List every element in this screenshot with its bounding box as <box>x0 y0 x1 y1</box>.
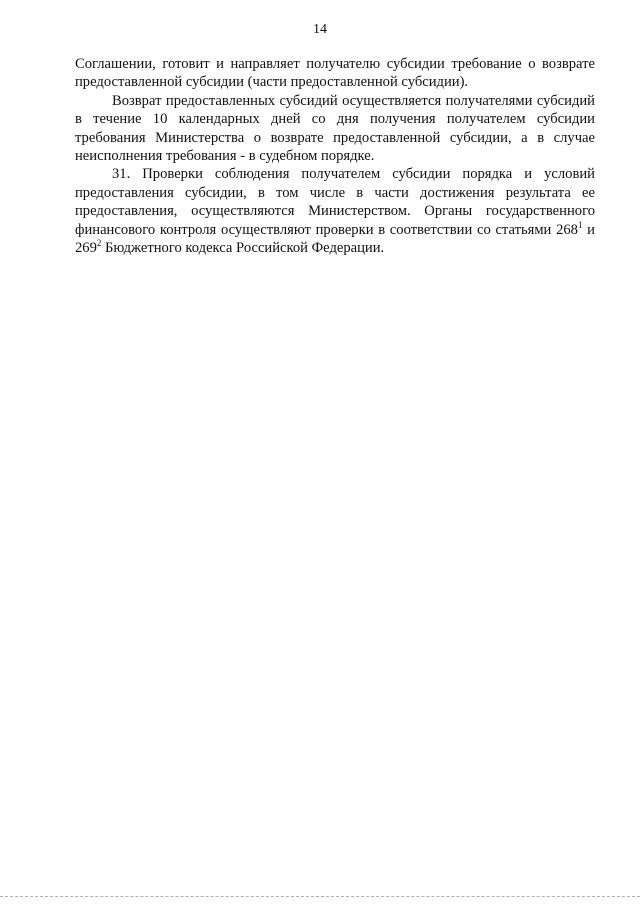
paragraph-continuation: Соглашении, готовит и направляет получателю субсидии требование о возврате предоставленной субсидии (части предоставленной субсидии). <box>75 56 595 91</box>
page-number: 14 <box>313 22 327 37</box>
paragraph-return-of-subsidy: Возврат предоставленных субсидий осуществляется получателями субсидий в течение 10 календарных дней со дня получения получателем субсидии требования Министерства о возврате предоставленной субсидии, а в случае неисполнения требования - в судебном порядке. <box>75 92 595 165</box>
scan-bottom-edge-line <box>0 896 640 897</box>
paragraph-31-text: 31. Проверки соблюдения получателем субсидии порядка и условий предоставления субсидии, в том числе в части достижения результата ее предоставления, осуществляются Министерством. Органы государственного финансового контроля осуществляют проверки в соответствии со статьями 268 <box>75 166 595 238</box>
article-269-superscript: 2 <box>96 238 102 249</box>
paragraph-31-and: и 269 <box>75 221 595 257</box>
paragraph-31-ending: Бюджетного кодекса Российской Федерации. <box>101 240 385 257</box>
paragraph-31-inspections <box>75 165 595 257</box>
document-body <box>75 55 595 257</box>
article-268-superscript: 1 <box>577 219 583 230</box>
